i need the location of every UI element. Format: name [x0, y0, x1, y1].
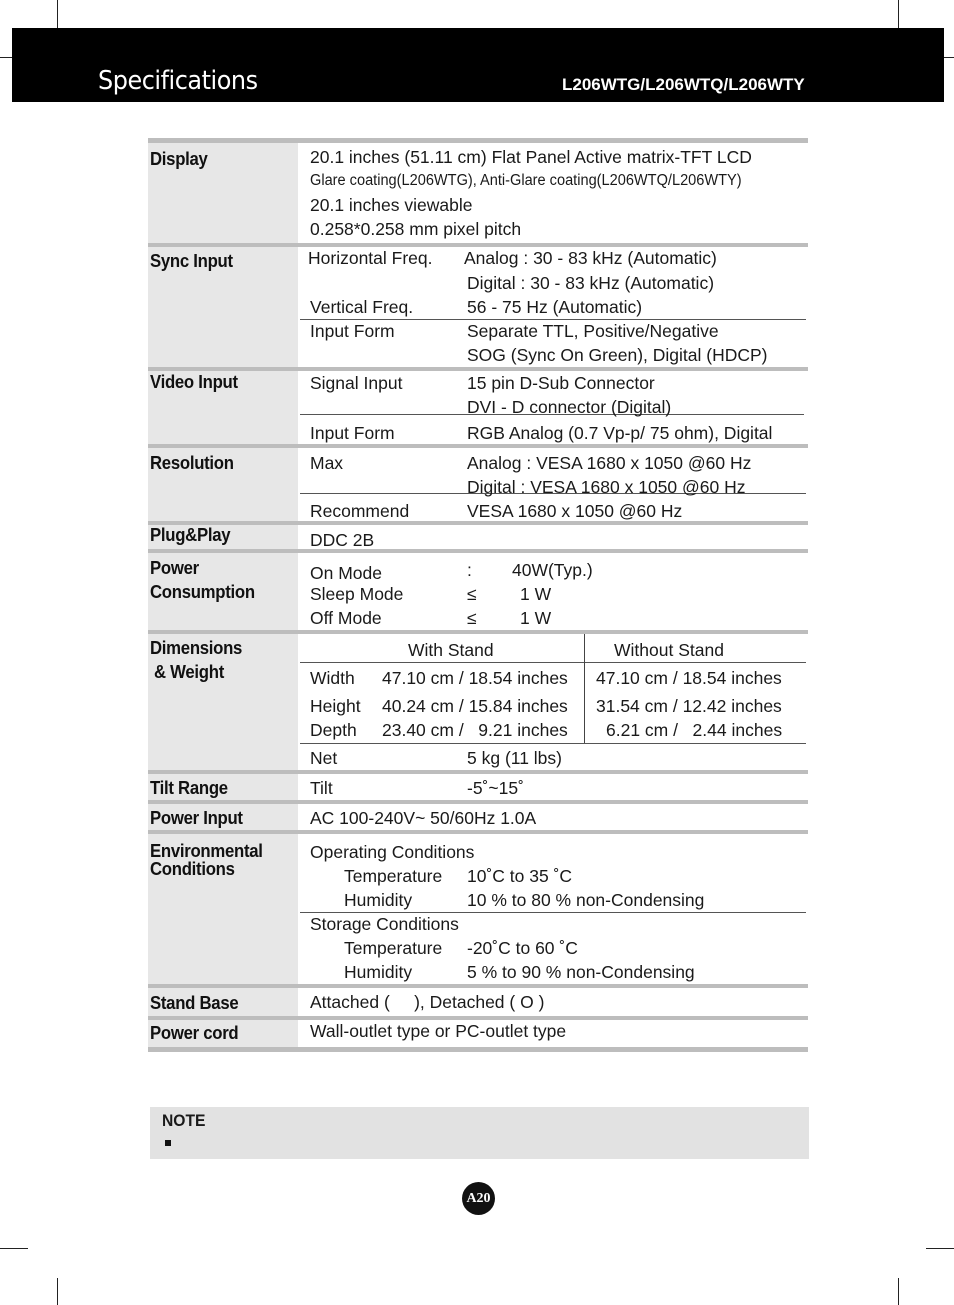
row-separator: [148, 630, 808, 634]
env-op-hum-value: 10 % to 80 % non-Condensing: [467, 890, 705, 910]
display-line3: 20.1 inches viewable: [310, 195, 473, 215]
env-st-hum-value: 5 % to 90 % non-Condensing: [467, 962, 695, 982]
resolution-max-label: Max: [310, 453, 344, 473]
bullet-icon: [165, 1140, 171, 1146]
page-number-badge: A20: [462, 1182, 495, 1215]
label-video-input: Video Input: [150, 372, 238, 392]
video-signal-value2: DVI - D connector (Digital): [467, 397, 672, 417]
power-off-value: 1 W: [520, 608, 552, 628]
stand-value: Attached ( ), Detached ( O ): [310, 992, 545, 1012]
power-on-value: 40W(Typ.): [512, 560, 593, 580]
plug-value: DDC 2B: [310, 530, 375, 550]
column-divider: [584, 634, 585, 743]
video-signal-label: Signal Input: [310, 373, 403, 393]
row-separator: [148, 444, 808, 448]
power-on-sym: :: [467, 560, 472, 580]
tilt-label: Tilt: [310, 778, 333, 798]
display-line2: Glare coating(L206WTG), Anti-Glare coating(L206WTQ/L206WTY): [310, 172, 742, 189]
dimensions-width-label: Width: [310, 668, 355, 688]
page-title: Specifications: [98, 66, 258, 96]
page-header: [12, 28, 944, 102]
sync-vfreq-label: Vertical Freq.: [310, 297, 414, 317]
dimensions-depth-label: Depth: [310, 720, 357, 740]
label-consumption: Consumption: [150, 582, 255, 602]
dimensions-width-without: 47.10 cm / 18.54 inches: [596, 668, 782, 688]
label-environmental: Environmental: [150, 841, 263, 861]
dimensions-depth-with: 23.40 cm / 9.21 inches: [382, 720, 568, 740]
row-separator: [148, 770, 808, 774]
sync-input-label: Input Form: [310, 321, 395, 341]
row-separator: [148, 800, 808, 804]
dimensions-depth-without: 6.21 cm / 2.44 inches: [606, 720, 783, 740]
video-signal-value1: 15 pin D-Sub Connector: [467, 373, 655, 393]
resolution-rec-value: VESA 1680 x 1050 @60 Hz: [467, 501, 683, 521]
dimensions-with-stand: With Stand: [408, 640, 494, 660]
video-input-value: RGB Analog (0.7 Vp-p/ 75 ohm), Digital: [467, 423, 773, 443]
crop-mark: [898, 0, 899, 28]
label-resolution: Resolution: [150, 453, 234, 473]
power-sleep-label: Sleep Mode: [310, 584, 404, 604]
crop-mark: [57, 1278, 58, 1305]
sync-input-value2: SOG (Sync On Green), Digital (HDCP): [467, 345, 768, 365]
crop-mark: [57, 0, 58, 28]
power-on-label: On Mode: [310, 563, 382, 583]
power-off-label: Off Mode: [310, 608, 382, 628]
sync-vfreq-value: 56 - 75 Hz (Automatic): [467, 297, 643, 317]
resolution-rec-label: Recommend: [310, 501, 410, 521]
label-conditions: Conditions: [150, 859, 235, 879]
note-box: [150, 1107, 809, 1159]
label-sync-input: Sync Input: [150, 251, 233, 271]
env-st-temp-value: -20˚C to 60 ˚C: [467, 938, 578, 958]
resolution-max-value1: Analog : VESA 1680 x 1050 @60 Hz: [467, 453, 752, 473]
dimensions-height-without: 31.54 cm / 12.42 inches: [596, 696, 782, 716]
dimensions-width-with: 47.10 cm / 18.54 inches: [382, 668, 568, 688]
dimensions-height-with: 40.24 cm / 15.84 inches: [382, 696, 568, 716]
label-power-cord: Power cord: [150, 1023, 239, 1043]
label-power: Power: [150, 558, 199, 578]
crop-mark: [0, 57, 12, 58]
power-off-sym: ≤: [467, 608, 477, 628]
env-st-hum-label: Humidity: [344, 962, 413, 982]
label-tilt-range: Tilt Range: [150, 778, 228, 798]
dimensions-without-stand: Without Stand: [614, 640, 724, 660]
label-dimensions: Dimensions: [150, 638, 243, 658]
dimensions-net-label: Net: [310, 748, 338, 768]
dimensions-net-value: 5 kg (11 lbs): [467, 748, 562, 768]
table-bottom-rule: [148, 1047, 808, 1052]
sub-separator: [300, 662, 806, 663]
sync-input-value1: Separate TTL, Positive/Negative: [467, 321, 719, 341]
model-numbers: L206WTG/L206WTQ/L206WTY: [562, 75, 805, 94]
resolution-max-value2: Digital : VESA 1680 x 1050 @60 Hz: [467, 477, 746, 497]
sync-hfreq-digital: Digital : 30 - 83 kHz (Automatic): [467, 273, 715, 293]
sync-hfreq-label: Horizontal Freq.: [308, 248, 433, 268]
env-op-temp-value: 10˚C to 35 ˚C: [467, 866, 573, 886]
env-op-hum-label: Humidity: [344, 890, 413, 910]
row-separator: [148, 830, 808, 834]
row-separator: [148, 367, 808, 371]
env-op-title: Operating Conditions: [310, 842, 475, 862]
sync-hfreq-analog: Analog : 30 - 83 kHz (Automatic): [464, 248, 717, 268]
cord-value: Wall-outlet type or PC-outlet type: [310, 1021, 567, 1041]
sub-separator: [300, 743, 806, 744]
table-top-rule: [148, 138, 808, 143]
crop-mark: [926, 1248, 954, 1249]
env-st-title: Storage Conditions: [310, 914, 459, 934]
video-input-label: Input Form: [310, 423, 395, 443]
crop-mark: [898, 1278, 899, 1305]
power-sleep-sym: ≤: [467, 584, 477, 604]
label-weight: & Weight: [154, 662, 224, 682]
display-line4: 0.258*0.258 mm pixel pitch: [310, 219, 522, 239]
crop-mark: [0, 1248, 28, 1249]
note-title: NOTE: [162, 1111, 206, 1130]
crop-mark: [944, 57, 954, 58]
label-power-input: Power Input: [150, 808, 243, 828]
env-op-temp-label: Temperature: [344, 866, 443, 886]
env-st-temp-label: Temperature: [344, 938, 443, 958]
tilt-value: -5˚~15˚: [467, 778, 524, 798]
display-line1: 20.1 inches (51.11 cm) Flat Panel Active matrix-TFT LCD: [310, 147, 752, 167]
dimensions-height-label: Height: [310, 696, 361, 716]
label-stand-base: Stand Base: [150, 993, 239, 1013]
label-plug-play: Plug&Play: [150, 525, 231, 545]
power-sleep-value: 1 W: [520, 584, 552, 604]
row-separator: [148, 549, 808, 553]
row-separator: [148, 984, 808, 988]
power-input-value: AC 100-240V~ 50/60Hz 1.0A: [310, 808, 537, 828]
label-display: Display: [150, 149, 208, 169]
